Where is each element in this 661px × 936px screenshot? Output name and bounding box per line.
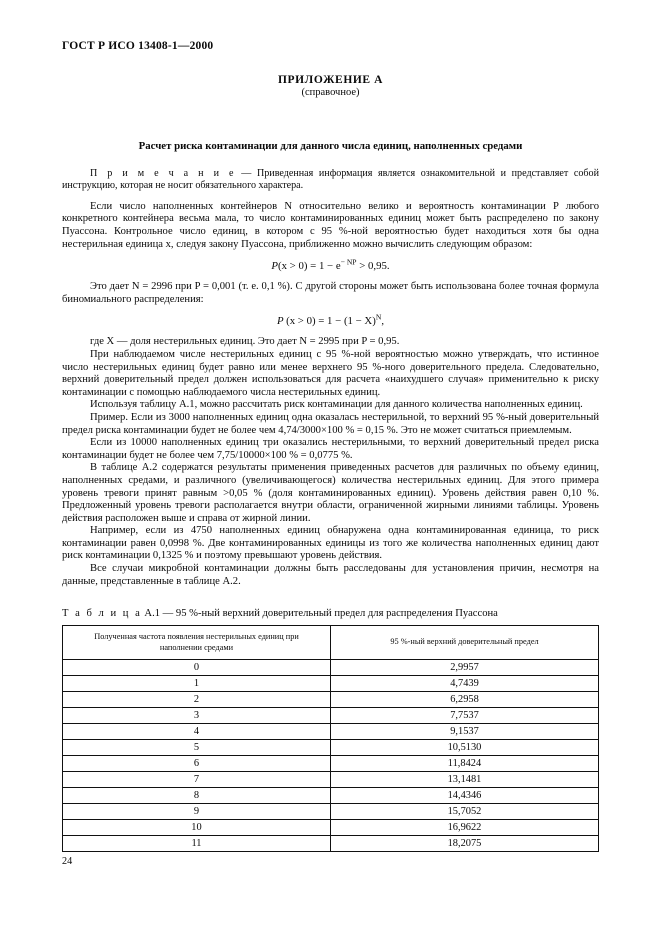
table-row — [63, 772, 599, 788]
paragraph-4: Используя таблицу А.1, можно рассчитать риск контаминации для данного количества наполненных единиц. — [90, 399, 583, 411]
table-cell-limit: 13,1481 — [331, 772, 599, 788]
table-row — [63, 660, 599, 676]
formula-1-lead: P — [271, 260, 278, 273]
formula-2-lead: P — [276, 315, 287, 328]
note-label: П р и м е ч а н и е — [90, 168, 236, 179]
table-row — [63, 820, 599, 836]
annex-subtitle: (справочное) — [301, 87, 360, 98]
paragraph-1: Если число наполненных контейнеров N относительно велико и вероятность контаминации P любого конкретного контейнера весьма мала, то число контаминированных единиц может быть распределено по закону Пуассона. Контрольное число единиц, в котором с 95 %-ной вероятностью будет находиться хотя бы одна нестерильная единица x, следуя закону Пуассона, приближенно можно вычислить следующим образом: — [62, 200, 599, 250]
paragraph-3: При наблюдаемом числе нестерильных единиц с 95 %-ной вероятностью можно утверждать, что истинное число нестерильных единиц будет равно или менее верхнего 95 %-ного доверительного предела. Следовательно, верхний доверительный предел должен использоваться для расчета «наихудшего случая» применительно к риску контаминации с помощью наблюдаемого числа нестерильных единиц. — [62, 348, 599, 398]
where-clause: где X — доля нестерильных единиц. Это дает N = 2995 при P = 0,95. — [90, 336, 400, 348]
table-cell-limit: 10,5130 — [331, 740, 599, 756]
formula-2-tail: , — [381, 315, 385, 328]
formula-2-exponent: N — [375, 312, 382, 322]
table-cell-limit: 4,7439 — [331, 676, 599, 692]
table-cell-limit: 18,2075 — [331, 836, 599, 852]
table-cell-frequency: 5 — [63, 740, 331, 756]
formula-binomial — [62, 312, 599, 328]
table-cell-limit: 11,8424 — [331, 756, 599, 772]
table-row — [63, 708, 599, 724]
annex-title: ПРИЛОЖЕНИЕ А — [277, 74, 384, 86]
table-row — [63, 788, 599, 804]
formula-1-body: (x > 0) = 1 − e — [277, 260, 341, 273]
table-body — [63, 660, 599, 852]
paragraph-9: Все случаи микробной контаминации должны быть расследованы для установления причин, несмотря на данные, представленные в таблице А.2. — [62, 563, 599, 587]
formula-poisson — [62, 257, 599, 273]
page-number: 24 — [62, 856, 73, 867]
paragraph-7: В таблице А.2 содержатся результаты применения приведенных расчетов для различных по объему единиц, наполненных средами, и различного (увеличивающегося) количества нестерильных единиц. Для этого примера уровень тревоги принят равным >0,05 % (доля контаминированных единиц). Уровень действия равен 0,10 %. Предложенный уровень тревоги располагается внутри области, ограниченной жирными линиями таблицы. Уровень действия расположен выше и справа от жирной линии. — [62, 462, 599, 524]
paragraph-2: Это дает N = 2996 при P = 0,001 (т. е. 0,1 %). С другой стороны может быть использована более точная формула биномиального распределения: — [62, 281, 599, 305]
paragraph-5: Пример. Если из 3000 наполненных единиц одна оказалась нестерильной, то верхний 95 %-ный доверительный предел риска контаминации будет не более чем 4,74/3000×100 % = 0,15 %. Это не может считаться приемлемым. — [62, 411, 599, 436]
table-cell-frequency: 11 — [63, 836, 331, 852]
table-cell-limit: 6,2958 — [331, 692, 599, 708]
table-cell-frequency: 2 — [63, 692, 331, 708]
table-caption-text: А.1 — 95 %-ный верхний доверительный предел для распределения Пуассона — [141, 608, 498, 620]
table-cell-limit: 14,4346 — [331, 788, 599, 804]
table-cell-frequency: 8 — [63, 788, 331, 804]
table-cell-frequency: 3 — [63, 708, 331, 724]
table-cell-limit: 7,7537 — [331, 708, 599, 724]
table-cell-limit: 16,9622 — [331, 820, 599, 836]
table-cell-limit: 15,7052 — [331, 804, 599, 820]
poisson-table — [62, 625, 599, 852]
note-text: — Приведенная информация является ознакомительной и представляет собой инструкцию, которая не носит обязательного характера. — [62, 168, 599, 192]
table-row — [63, 692, 599, 708]
table-head — [63, 626, 599, 660]
document-header: ГОСТ Р ИСО 13408-1—2000 — [62, 40, 214, 52]
table-caption-label: Т а б л и ц а — [62, 608, 142, 620]
formula-1-exponent: − NP — [340, 257, 357, 267]
table-header-limit: 95 %-ный верхний доверительный предел — [331, 626, 599, 660]
table-cell-frequency: 7 — [63, 772, 331, 788]
table-row — [63, 836, 599, 852]
page-content — [62, 74, 599, 852]
table-cell-limit: 2,9957 — [331, 660, 599, 676]
formula-1-tail: > 0,95. — [356, 260, 390, 273]
table-cell-frequency: 6 — [63, 756, 331, 772]
formula-2-body: (x > 0) = 1 − (1 − X) — [286, 315, 376, 328]
table-row — [63, 740, 599, 756]
note-paragraph — [62, 168, 599, 193]
table-header-frequency: Полученная частота появления нестерильных единиц при наполнении средами — [63, 626, 331, 660]
table-header-row — [63, 626, 599, 660]
table-row — [63, 756, 599, 772]
table-caption — [62, 608, 599, 619]
table-cell-frequency: 0 — [63, 660, 331, 676]
paragraph-6: Если из 10000 наполненных единиц три оказались нестерильными, то верхний доверительный предел риска контаминации будет не более чем 7,75/10000×100 % = 0,0775 %. — [62, 437, 599, 461]
section-heading: Расчет риска контаминации для данного числа единиц, наполненных средами — [138, 140, 523, 152]
table-row — [63, 676, 599, 692]
table-cell-frequency: 10 — [63, 820, 331, 836]
table-row — [63, 724, 599, 740]
table-cell-limit: 9,1537 — [331, 724, 599, 740]
table-row — [63, 804, 599, 820]
table-cell-frequency: 9 — [63, 804, 331, 820]
table-cell-frequency: 1 — [63, 676, 331, 692]
paragraph-8: Например, если из 4750 наполненных единиц обнаружена одна контаминированная единица, то риск контаминации равен 0,0998 %. Две контаминированных единицы из того же количества наполненных единиц дают риск контаминации 0,1325 % и поэтому превышают уровень действия. — [62, 525, 599, 562]
table-cell-frequency: 4 — [63, 724, 331, 740]
